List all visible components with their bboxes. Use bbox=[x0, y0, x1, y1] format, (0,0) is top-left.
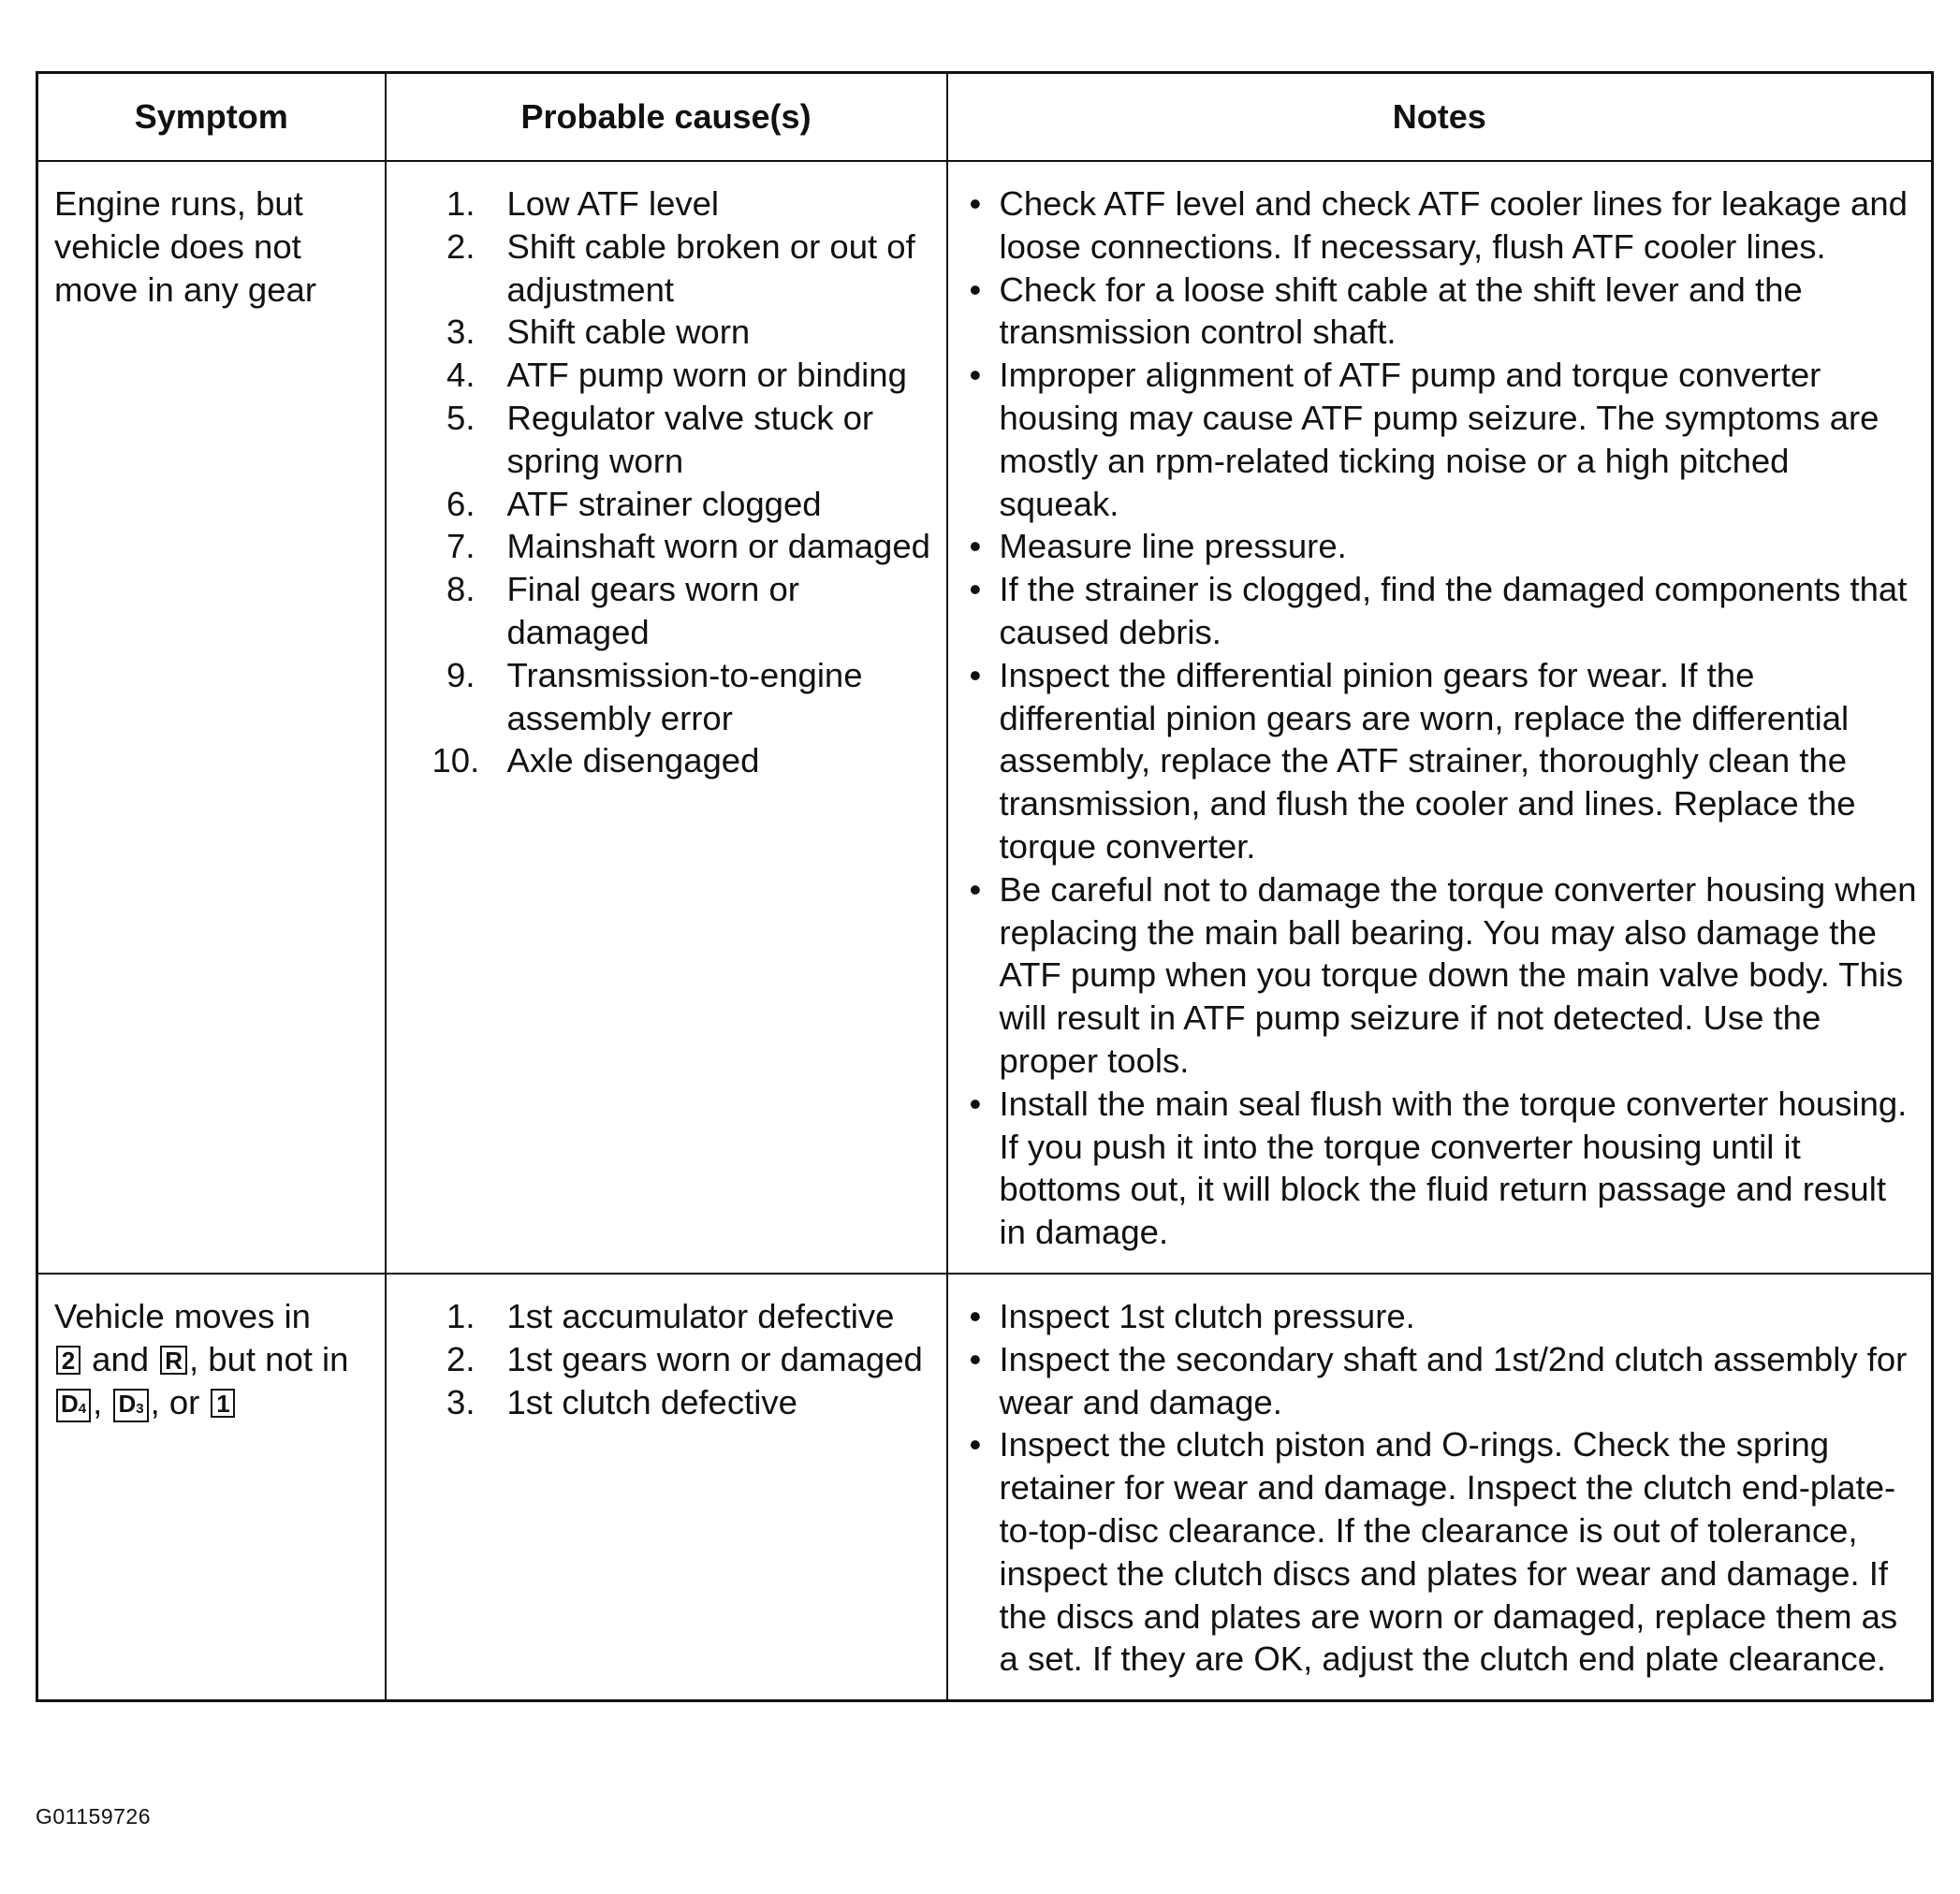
cause-item bbox=[432, 226, 933, 312]
bullet-icon: • bbox=[969, 1425, 982, 1464]
notes-cell bbox=[947, 1274, 1933, 1701]
gear-1-key-icon bbox=[211, 1389, 235, 1418]
cause-number: 3. bbox=[446, 1382, 475, 1421]
note-text: Inspect 1st clutch pressure. bbox=[999, 1296, 1415, 1335]
note-item bbox=[970, 1338, 1919, 1424]
symptom-text-part: and bbox=[92, 1339, 150, 1378]
cause-item bbox=[432, 568, 933, 654]
bullet-icon: • bbox=[969, 527, 982, 566]
gear-d4-label: D bbox=[61, 1389, 79, 1418]
symptom-text-part: , bbox=[93, 1382, 103, 1421]
cause-number: 1. bbox=[446, 1296, 475, 1335]
table-row bbox=[37, 161, 1933, 1274]
bullet-icon: • bbox=[969, 270, 982, 309]
bullet-icon: • bbox=[969, 1296, 982, 1335]
bullet-icon: • bbox=[969, 184, 982, 223]
cause-number: 5. bbox=[446, 398, 475, 437]
cause-list bbox=[402, 1295, 933, 1423]
symptom-cell bbox=[37, 161, 386, 1274]
cause-number: 2. bbox=[446, 1339, 475, 1378]
table-row bbox=[37, 1274, 1933, 1701]
note-item bbox=[970, 1423, 1919, 1681]
cause-text: ATF strainer clogged bbox=[506, 484, 822, 523]
header-probable-causes: Probable cause(s) bbox=[386, 73, 947, 162]
bullet-icon: • bbox=[969, 1339, 982, 1378]
gear-d3-label: D bbox=[118, 1389, 137, 1418]
gear-r-label: R bbox=[165, 1346, 183, 1375]
cause-item bbox=[432, 739, 933, 782]
note-text: Inspect the clutch piston and O-rings. Check the spring retainer for wear and damage. Inspect the clutch end-plate-to-top-disc clearance. If the clearance is out of tolerance, inspect the clutch discs and plates for wear and damage. If the discs and plates are worn or damaged, replace them as a set. If they are OK, adjust the clutch end plate clearance. bbox=[999, 1425, 1898, 1679]
cause-text: ATF pump worn or binding bbox=[506, 356, 907, 395]
cause-text: Mainshaft worn or damaged bbox=[506, 527, 930, 566]
cause-text: Final gears worn or damaged bbox=[506, 570, 799, 651]
gear-d3-key-icon bbox=[113, 1389, 148, 1422]
header-symptom: Symptom bbox=[37, 73, 386, 162]
cause-text: 1st gears worn or damaged bbox=[506, 1339, 923, 1378]
cause-item bbox=[432, 1295, 933, 1338]
bullet-icon: • bbox=[969, 655, 982, 694]
notes-list bbox=[964, 182, 1919, 1254]
cause-number: 9. bbox=[446, 655, 475, 694]
cause-text: Transmission-to-engine assembly error bbox=[506, 655, 863, 737]
note-item bbox=[970, 1295, 1919, 1338]
cause-text: Low ATF level bbox=[506, 184, 720, 223]
note-text: Inspect the differential pinion gears for wear. If the differential pinion gears are worn, replace the differential assembly, replace the ATF strainer, thoroughly clean the transmission, and flush the cooler and lines. Replace the torque converter. bbox=[999, 655, 1856, 866]
cause-number: 10. bbox=[431, 741, 480, 780]
note-text: Check ATF level and check ATF cooler lines for leakage and loose connections. If necessary, flush ATF cooler lines. bbox=[999, 184, 1908, 266]
cause-item bbox=[432, 182, 933, 226]
cause-text: 1st accumulator defective bbox=[506, 1296, 895, 1335]
gear-d3-subscript: 3 bbox=[136, 1400, 144, 1417]
note-item bbox=[970, 568, 1919, 654]
notes-cell bbox=[947, 161, 1933, 1274]
cause-number: 3. bbox=[446, 313, 475, 352]
cause-item bbox=[432, 354, 933, 397]
cause-text: Shift cable worn bbox=[506, 313, 751, 352]
note-item bbox=[970, 525, 1919, 568]
note-item bbox=[970, 182, 1919, 269]
cause-item bbox=[432, 654, 933, 740]
symptom-text-part: Vehicle moves in bbox=[54, 1296, 311, 1335]
cause-number: 8. bbox=[446, 570, 475, 609]
cause-number: 6. bbox=[446, 484, 475, 523]
header-notes: Notes bbox=[947, 73, 1933, 162]
cause-number: 7. bbox=[446, 527, 475, 566]
note-item bbox=[970, 654, 1919, 868]
cause-item bbox=[432, 483, 933, 526]
table-header-row bbox=[37, 73, 1933, 162]
note-text: Install the main seal flush with the torque converter housing. If you push it into the torque converter housing until it bottoms out, it will block the fluid return passage and result in damage. bbox=[999, 1084, 1908, 1252]
notes-list bbox=[964, 1295, 1919, 1681]
gear-d4-key-icon bbox=[56, 1389, 91, 1422]
cause-text: Shift cable broken or out of adjustment bbox=[506, 226, 915, 309]
note-item bbox=[970, 1083, 1919, 1254]
causes-cell bbox=[386, 1274, 947, 1701]
note-text: Check for a loose shift cable at the shift lever and the transmission control shaft. bbox=[999, 270, 1803, 352]
cause-text: Axle disengaged bbox=[506, 741, 760, 780]
cause-item bbox=[432, 1338, 933, 1381]
note-item bbox=[970, 354, 1919, 525]
note-text: Be careful not to damage the torque converter housing when replacing the main ball bearing. You may also damage the ATF pump when you torque down the main valve body. This will result in ATF pump seizure if not detected. Use the proper tools. bbox=[999, 869, 1917, 1080]
bullet-icon: • bbox=[969, 356, 982, 395]
symptom-text-part: , but not in bbox=[189, 1339, 349, 1378]
symptom-text: Engine runs, but vehicle does not move in any gear bbox=[54, 184, 316, 309]
cause-list bbox=[402, 182, 933, 782]
cause-item bbox=[432, 1381, 933, 1424]
note-text: Measure line pressure. bbox=[999, 527, 1347, 566]
causes-cell bbox=[386, 161, 947, 1274]
note-text: Inspect the secondary shaft and 1st/2nd clutch assembly for wear and damage. bbox=[999, 1339, 1908, 1421]
bullet-icon: • bbox=[969, 1084, 982, 1123]
gear-r-key-icon bbox=[160, 1346, 187, 1375]
note-item bbox=[970, 269, 1919, 355]
note-item bbox=[970, 868, 1919, 1083]
cause-number: 2. bbox=[446, 226, 475, 266]
gear-d4-subscript: 4 bbox=[78, 1400, 87, 1417]
cause-text: Regulator valve stuck or spring worn bbox=[506, 398, 874, 480]
cause-item bbox=[432, 525, 933, 568]
gear-2-label: 2 bbox=[61, 1346, 76, 1375]
gear-1-label: 1 bbox=[216, 1389, 230, 1418]
symptom-text-part: , or bbox=[150, 1382, 200, 1421]
troubleshooting-table bbox=[36, 71, 1934, 1702]
bullet-icon: • bbox=[969, 570, 982, 609]
note-text: If the strainer is clogged, find the damaged components that caused debris. bbox=[999, 570, 1908, 651]
cause-item bbox=[432, 397, 933, 483]
cause-item bbox=[432, 311, 933, 354]
cause-number: 1. bbox=[446, 184, 475, 223]
symptom-cell bbox=[37, 1274, 386, 1701]
figure-code: G01159726 bbox=[36, 1804, 152, 1828]
bullet-icon: • bbox=[969, 869, 982, 909]
cause-text: 1st clutch defective bbox=[506, 1382, 797, 1421]
cause-number: 4. bbox=[446, 356, 475, 395]
note-text: Improper alignment of ATF pump and torque converter housing may cause ATF pump seizure. The symptoms are mostly an rpm-related ticking noise or a high pitched squeak. bbox=[999, 356, 1880, 523]
gear-2-key-icon bbox=[56, 1346, 80, 1375]
